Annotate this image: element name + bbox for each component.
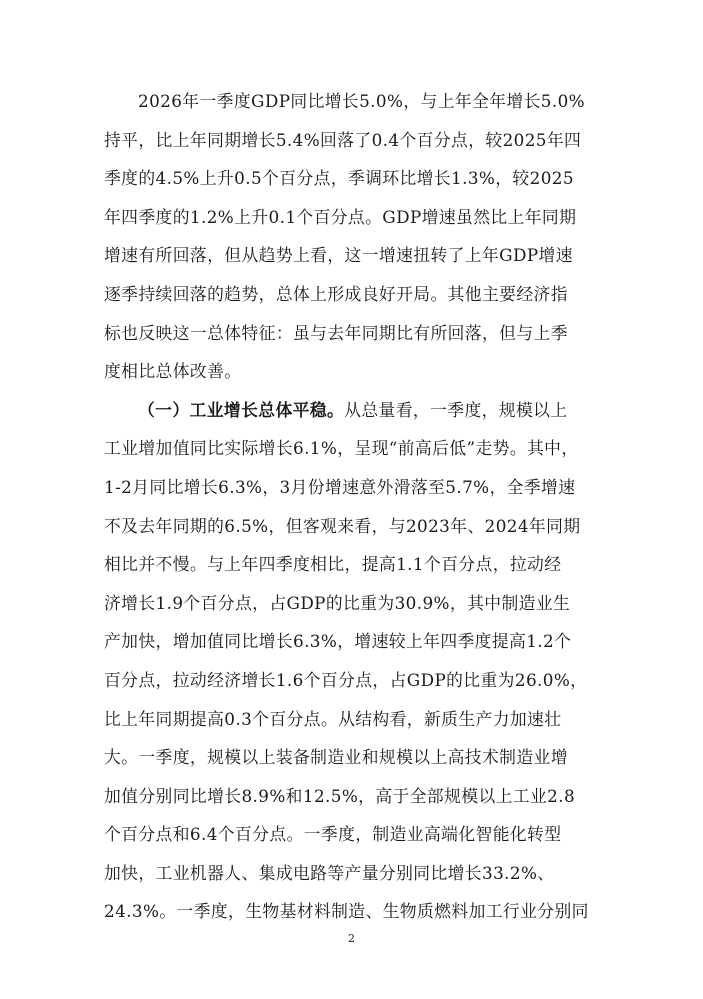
text-line: 持平，比上年同期增长5.4%回落了0.4个百分点，较2025年四 <box>104 129 582 150</box>
text-line: 从总量看，一季度，规模以上 <box>344 399 568 420</box>
text-line: 年四季度的1.2%上升0.1个百分点。GDP增速虽然比上年同期 <box>104 206 577 227</box>
text-line: 24.3%。一季度，生物基材料制造、生物质燃料加工行业分别同 <box>104 901 589 922</box>
text-line: 大。一季度，规模以上装备制造业和规模以上高技术制造业增 <box>104 747 568 768</box>
text-line: 个百分点和6.4个百分点。一季度，制造业高端化智能化转型 <box>104 824 562 845</box>
text-line: 增速有所回落，但从趋势上看，这一增速扭转了上年GDP增速 <box>104 245 573 266</box>
text-line: 济增长1.9个百分点，占GDP的比重为30.9%，其中制造业生 <box>104 592 571 613</box>
paragraph-1 <box>104 82 602 391</box>
text-line: 不及去年同期的6.5%，但客观来看，与2023年、2024年同期 <box>104 515 581 536</box>
text-line: 1-2月同比增长6.3%，3月份增速意外滑落至5.7%，全季增速 <box>104 476 576 497</box>
text-line: 产加快，增加值同比增长6.3%，增速较上年四季度提高1.2个 <box>104 631 572 652</box>
text-line: 标也反映这一总体特征：虽与去年同期比有所回落，但与上季 <box>104 322 568 343</box>
heading-line <box>104 391 602 430</box>
text-line: 度相比总体改善。 <box>104 361 242 382</box>
text-line: 季度的4.5%上升0.5个百分点，季调环比增长1.3%，较2025 <box>104 168 574 189</box>
text-line: 相比并不慢。与上年四季度相比，提高1.1个百分点，拉动经 <box>104 554 562 575</box>
text-line: 工业增加值同比实际增长6.1%，呈现“前高后低”走势。其中， <box>104 438 579 459</box>
text-line: 百分点，拉动经济增长1.6个百分点，占GDP的比重为26.0%， <box>104 669 588 690</box>
section-heading: （一）工业增长总体平稳。 <box>138 399 345 420</box>
body-text <box>104 82 602 931</box>
text-line: 加值分别同比增长8.9%和12.5%，高于全部规模以上工业2.8 <box>104 785 576 806</box>
paragraph-2 <box>104 391 602 931</box>
text-line: 2026年一季度GDP同比增长5.0%，与上年全年增长5.0% <box>138 91 586 111</box>
text-line: 比上年同期提高0.3个百分点。从结构看，新质生产力加速壮 <box>104 708 562 729</box>
page-number: 2 <box>348 932 355 945</box>
text-line: 逐季持续回落的趋势，总体上形成良好开局。其他主要经济指 <box>104 283 568 304</box>
text-line: 加快，工业机器人、集成电路等产量分别同比增长33.2%、 <box>104 862 555 883</box>
